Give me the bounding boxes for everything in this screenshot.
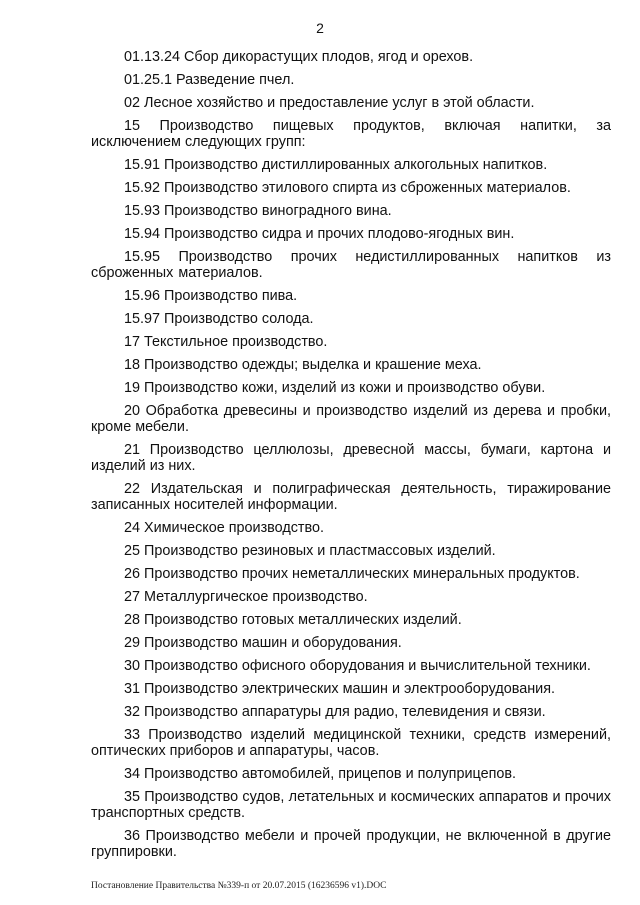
list-item: 21 Производство целлюлозы, древесной массы, бумаги, картона и изделий из них. — [91, 442, 611, 474]
list-item: 28 Производство готовых металлических изделий. — [124, 612, 462, 628]
list-item: 24 Химическое производство. — [124, 520, 325, 536]
document-footer: Постановление Правительства №339-п от 20.07.2015 (16236596 v1).DOC — [91, 881, 387, 891]
list-item: 25 Производство резиновых и пластмассовых изделий. — [124, 543, 496, 559]
list-item: 15.96 Производство пива. — [124, 288, 298, 304]
list-item: 29 Производство машин и оборудования. — [124, 635, 402, 651]
list-item: 33 Производство изделий медицинской техники, средств измерений, оптических приборов и аппаратуры, часов. — [91, 727, 611, 759]
list-item: 19 Производство кожи, изделий из кожи и производство обуви. — [124, 380, 546, 396]
list-item: 20 Обработка древесины и производство изделий из дерева и пробки, кроме мебели. — [91, 403, 611, 435]
list-item: 36 Производство мебели и прочей продукции, не включенной в другие группировки. — [91, 828, 611, 860]
list-item: 15.93 Производство виноградного вина. — [124, 203, 392, 219]
list-item: 27 Металлургическое производство. — [124, 589, 368, 605]
list-item: 15.94 Производство сидра и прочих плодово-ягодных вин. — [124, 226, 515, 242]
list-item: 17 Текстильное производство. — [124, 334, 328, 350]
list-item: 30 Производство офисного оборудования и вычислительной техники. — [124, 658, 591, 674]
list-item: 31 Производство электрических машин и электрооборудования. — [124, 681, 555, 697]
list-item: 15 Производство пищевых продуктов, включая напитки, за исключением следующих групп: — [91, 118, 611, 150]
list-item: 02 Лесное хозяйство и предоставление услуг в этой области. — [124, 95, 535, 111]
list-item: 26 Производство прочих неметаллических минеральных продуктов. — [124, 566, 580, 582]
activity-list — [91, 49, 611, 867]
list-item: 35 Производство судов, летательных и космических аппаратов и прочих транспортных средств. — [91, 789, 611, 821]
list-item: 18 Производство одежды; выделка и крашение меха. — [124, 357, 482, 373]
list-item: 01.13.24 Сбор дикорастущих плодов, ягод и орехов. — [124, 49, 474, 65]
list-item: 01.25.1 Разведение пчел. — [124, 72, 295, 88]
list-item: 15.97 Производство солода. — [124, 311, 314, 327]
list-item: 15.95 Производство прочих недистиллированных напитков из сброженных материалов. — [91, 249, 611, 281]
list-item: 34 Производство автомобилей, прицепов и полуприцепов. — [124, 766, 517, 782]
page-number: 2 — [316, 20, 324, 36]
list-item: 15.92 Производство этилового спирта из сброженных материалов. — [124, 180, 571, 196]
list-item: 15.91 Производство дистиллированных алкогольных напитков. — [124, 157, 548, 173]
list-item: 22 Издательская и полиграфическая деятельность, тиражирование записанных носителей информации. — [91, 481, 611, 513]
list-item: 32 Производство аппаратуры для радио, телевидения и связи. — [124, 704, 546, 720]
